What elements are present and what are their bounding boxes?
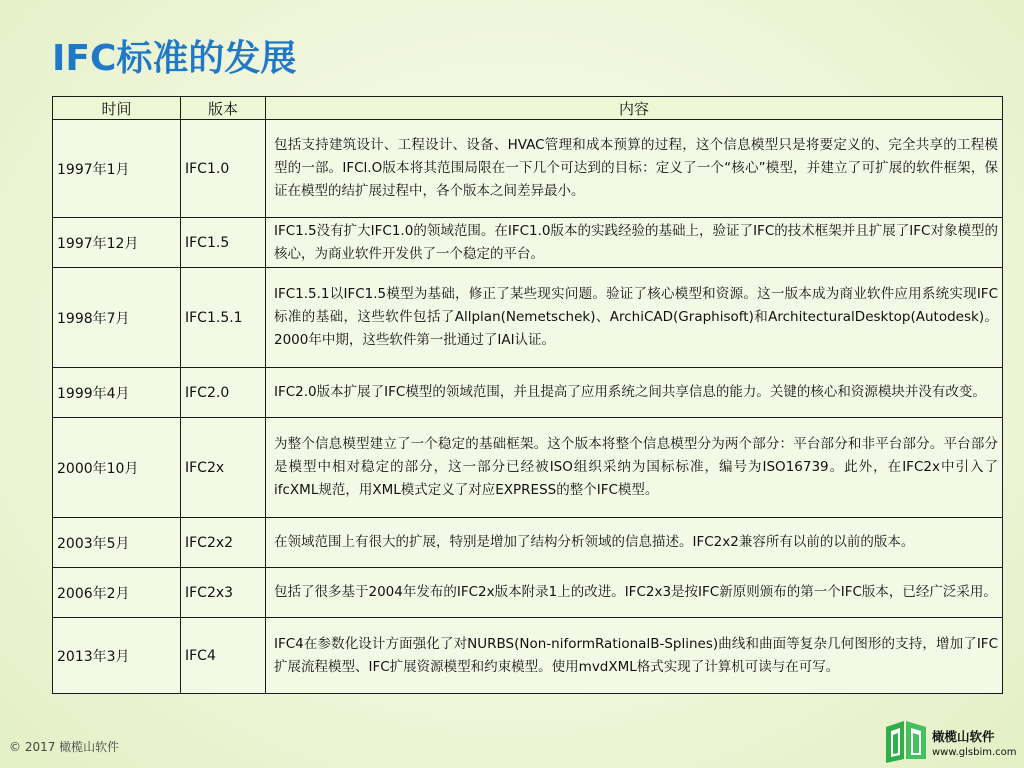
cell-content: 为整个信息模型建立了一个稳定的基础框架。这个版本将整个信息模型分为两个部分：平台部分和非平台部分。平台部分是模型中相对稳定的部分，这一部分已经被ISO组织采纳为国标标准，编号为ISO16739。此外，在IFC2x中引入了ifcXML规范，用XML模式定义了对应EXPRESS的整个IFC模型。 [266,418,1003,518]
table-row [53,218,1003,268]
cell-version: IFC4 [181,618,266,694]
cell-version: IFC2x3 [181,568,266,618]
cell-time: 2006年2月 [53,568,181,618]
table-row [53,618,1003,694]
company-logo-text [932,727,1017,758]
cell-content: 包括支持建筑设计、工程设计、设备、HVAC管理和成本预算的过程，这个信息模型只是将要定义的、完全共享的工程模型的一部。IFCl.O版本将其范围局限在一下几个可达到的目标：定义了一个“核心”模型，并建立了可扩展的软件框架，保证在模型的结扩展过程中，各个版本之间差异最小。 [266,120,1003,218]
cell-time: 2013年3月 [53,618,181,694]
page-title: IFC标准的发展 [52,38,297,79]
cell-time: 2000年10月 [53,418,181,518]
ifc-history-table [52,96,1003,694]
cell-version: IFC1.5.1 [181,268,266,368]
header-content: 内容 [266,97,1003,120]
cell-time: 1999年4月 [53,368,181,418]
table-row [53,120,1003,218]
cell-version: IFC1.0 [181,120,266,218]
table-row [53,268,1003,368]
cell-content: 包括了很多基于2004年发布的IFC2x版本附录1上的改进。IFC2x3是按IFC新原则颁布的第一个IFC版本，已经广泛采用。 [266,568,1003,618]
glsbim-book-logo-icon [884,717,928,763]
cell-content: IFC1.5没有扩大IFC1.0的领域范围。在IFC1.0版本的实践经验的基础上，验证了IFC的技术框架并且扩展了IFC对象模型的核心，为商业软件开发供了一个稳定的平台。 [266,218,1003,268]
cell-time: 1998年7月 [53,268,181,368]
table-row [53,368,1003,418]
copyright-text: © 2017 橄榄山软件 [9,740,120,754]
table-row [53,568,1003,618]
cell-content: IFC2.0版本扩展了IFC模型的领域范围，并且提高了应用系统之间共享信息的能力。关键的核心和资源模块并没有改变。 [266,368,1003,418]
table-header-row [53,97,1003,120]
company-url: www.glsbim.com [932,747,1017,758]
cell-version: IFC2.0 [181,368,266,418]
cell-content: IFC1.5.1以IFC1.5模型为基础，修正了某些现实问题。验证了核心模型和资源。这一版本成为商业软件应用系统实现IFC标准的基础，这些软件包括了Allplan(Nemetschek)、ArchiCAD(Graphisoft)和ArchitecturalDesktop(Autodesk)。2000年中期，这些软件第一批通过了IAI认证。 [266,268,1003,368]
cell-time: 1997年1月 [53,120,181,218]
table-row [53,418,1003,518]
cell-time: 2003年5月 [53,518,181,568]
cell-version: IFC2x2 [181,518,266,568]
table-row [53,518,1003,568]
cell-time: 1997年12月 [53,218,181,268]
cell-content: 在领域范围上有很大的扩展，特别是增加了结构分析领域的信息描述。IFC2x2兼容所有以前的以前的版本。 [266,518,1003,568]
cell-version: IFC1.5 [181,218,266,268]
header-time: 时间 [53,97,181,120]
cell-content: IFC4在参数化设计方面强化了对NURBS(Non-niformRationalB-Splines)曲线和曲面等复杂几何图形的支持，增加了IFC扩展流程模型、IFC扩展资源模型和约束模型。使用mvdXML格式实现了计算机可读与在可写。 [266,618,1003,694]
company-name: 橄榄山软件 [932,729,995,744]
header-version: 版本 [181,97,266,120]
cell-version: IFC2x [181,418,266,518]
